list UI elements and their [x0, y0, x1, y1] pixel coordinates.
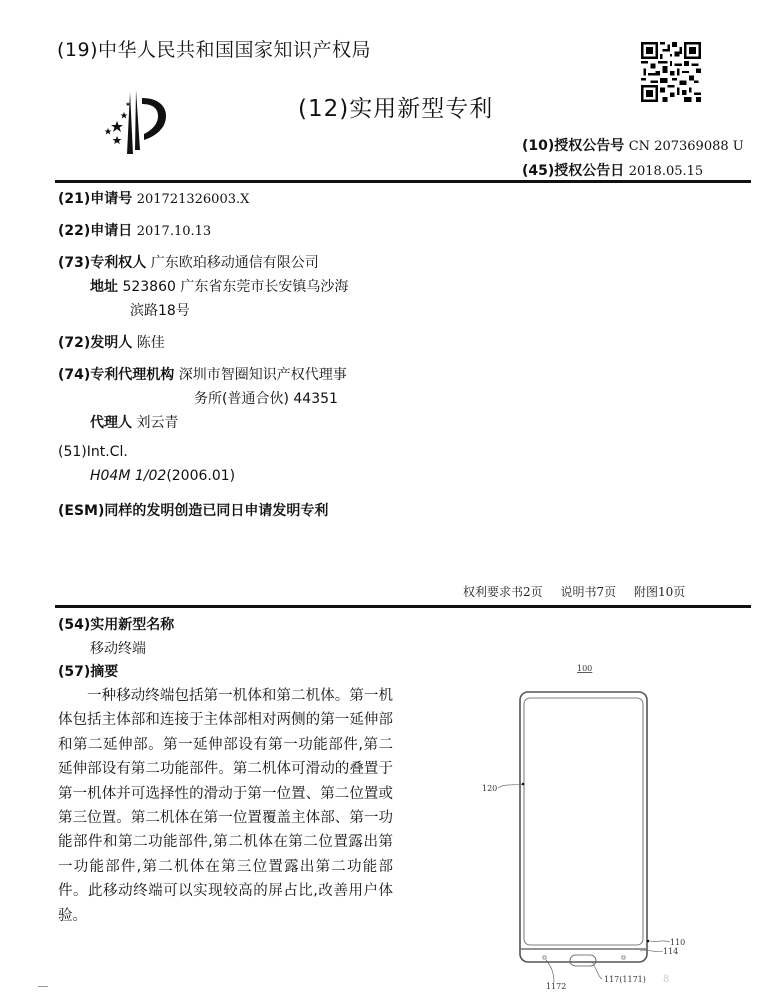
page-mark: 8: [663, 974, 670, 985]
section-divider: [55, 605, 751, 608]
page-counts: [463, 583, 699, 600]
intcl-row: [90, 468, 235, 484]
utility-model-title: 移动终端: [90, 641, 146, 657]
agency-label: (74)专利代理机构: [58, 367, 175, 383]
filing-date: 2017.10.13: [136, 224, 212, 239]
intcl-label: (51)Int.Cl.: [58, 444, 128, 460]
cnipa-logo-icon: [100, 88, 170, 158]
agent-label: 代理人: [90, 415, 132, 431]
publication-date: 2018.05.15: [628, 164, 704, 179]
agency-row: [58, 364, 347, 384]
address-label: 地址: [90, 279, 118, 295]
abstract-label: (57)摘要: [58, 664, 119, 680]
inventor: 陈佳: [136, 335, 165, 351]
patent-office-name: (19)中华人民共和国国家知识产权局: [57, 39, 372, 61]
scan-artifact: [38, 986, 48, 987]
publication-number-label: (10)授权公告号: [522, 138, 625, 154]
application-number-row: [58, 188, 249, 208]
ref-110: 110: [670, 938, 686, 947]
application-number-label: (21)申请号: [58, 191, 133, 207]
publication-number: CN 207369088 U: [628, 139, 744, 154]
abstract-text: 一种移动终端包括第一机体和第二机体。第一机体包括主体部和连接于主体部相对两侧的第一延伸部和第二延伸部。第一延伸部设有第一功能部件,第二延伸部设有第二功能部件。第二机体可滑动的叠置于第一机体并可选择性的滑动于第一位置、第二位置或第三位置。第二机体在第一位置覆盖主体部、第一功能部件和第二功能部件,第二机体在第二位置露出第一功能部件,第二机体在第三位置露出第二功能部件。此移动终端可以实现较高的屏占比,改善用户体验。: [58, 688, 393, 924]
ref-100: 100: [577, 664, 593, 673]
agency-line2: 务所(普通合伙) 44351: [194, 391, 338, 407]
inventor-row: [58, 332, 165, 352]
drawings-pages: 附图10页: [633, 585, 686, 599]
ref-114: 114: [663, 947, 679, 956]
filing-date-label: (22)申请日: [58, 223, 133, 239]
agency-line1: 深圳市智圈知识产权代理事: [178, 367, 347, 383]
patentee: 广东欧珀移动通信有限公司: [150, 255, 319, 271]
intcl-code: H04M 1/02: [90, 468, 167, 484]
document-type: (12)实用新型专利: [298, 96, 494, 122]
patentee-row: [58, 252, 319, 272]
ref-117: 117(1171): [604, 975, 646, 984]
agent-row: [90, 412, 178, 432]
ref-1172: 1172: [546, 982, 567, 990]
publication-date-label: (45)授权公告日: [522, 163, 625, 179]
publication-date-row: [522, 160, 703, 180]
address-row: [90, 276, 348, 296]
address-line2: 滨路18号: [130, 303, 190, 319]
intcl-version: (2006.01): [166, 468, 236, 484]
agent: 刘云青: [136, 415, 179, 431]
title-label: (54)实用新型名称: [58, 617, 175, 633]
application-number: 201721326003.X: [136, 192, 250, 207]
qr-code-icon: [641, 42, 701, 102]
claims-pages: 权利要求书2页: [463, 585, 543, 599]
description-pages: 说明书7页: [560, 585, 617, 599]
abstract-figure: [470, 655, 730, 990]
filing-date-row: [58, 220, 211, 240]
address-line1: 523860 广东省东莞市长安镇乌沙海: [122, 279, 349, 295]
inventor-label: (72)发明人: [58, 335, 133, 351]
esm-note: (ESM)同样的发明创造已同日申请发明专利: [58, 503, 329, 519]
header-divider: [55, 180, 751, 183]
patentee-label: (73)专利权人: [58, 255, 147, 271]
ref-120: 120: [482, 784, 498, 793]
publication-number-row: [522, 135, 744, 155]
